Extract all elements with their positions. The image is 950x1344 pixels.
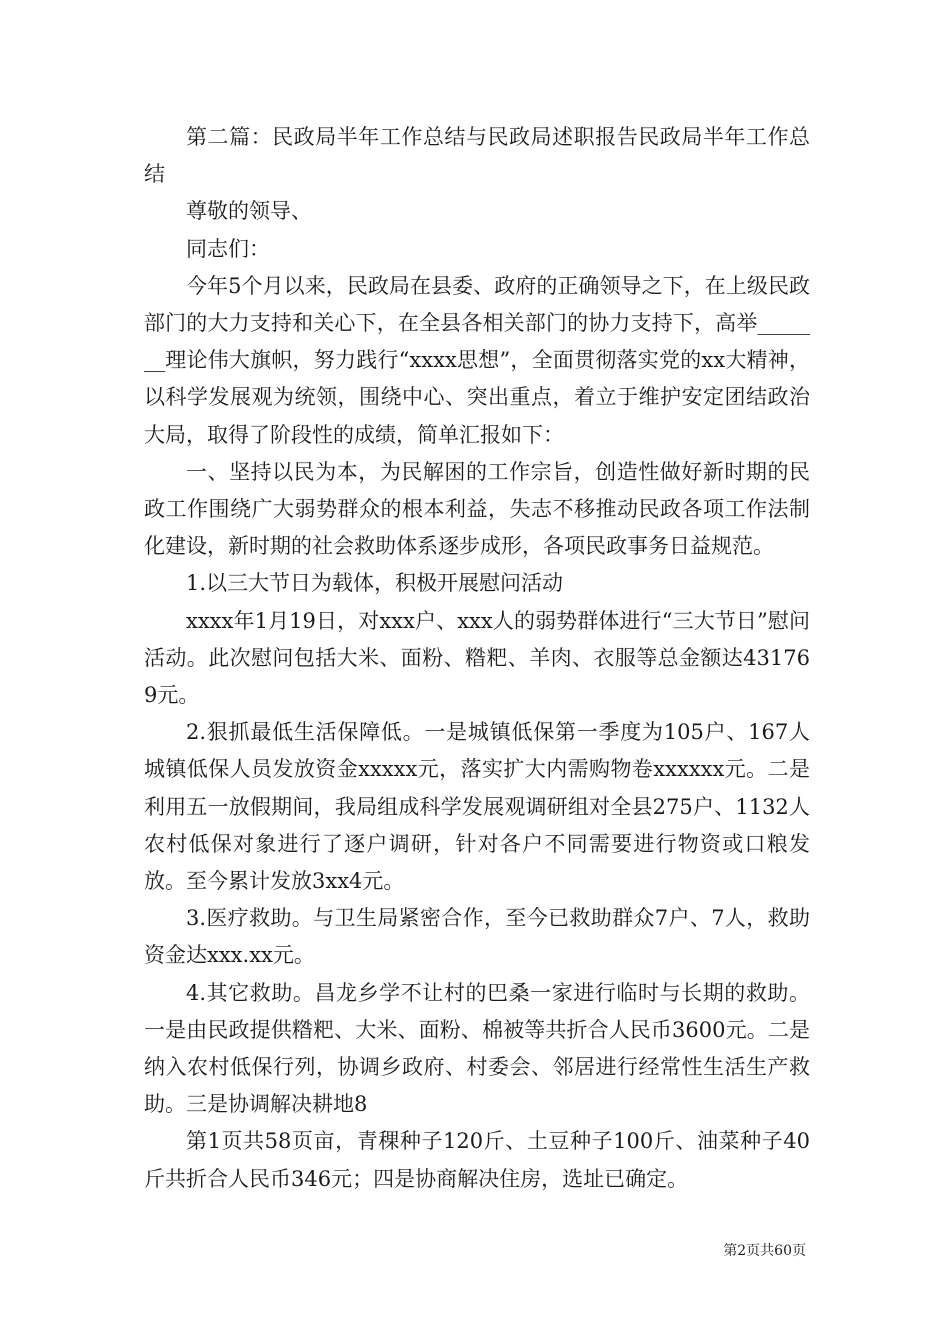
item-3-paragraph: 3.医疗救助。与卫生局紧密合作，至今已救助群众7户、7人，救助资金达xxx.xx元。 [144, 906, 810, 968]
salutation-line-2: 同志们： [186, 236, 270, 261]
item-1-heading: 1.以三大节日为载体，积极开展慰问活动 [186, 571, 564, 596]
intro-paragraph: 今年5个月以来，民政局在县委、政府的正确领导之下，在上级民政部门的大力支持和关心下，在全县各相关部门的协力支持下，高举_______理论伟大旗帜，努力践行“xxxx思想”，全面贯彻落实党的xx大精神，以科学发展观为统领，围绕中心、突出重点，着立于维护安定团结政治大局，取得了阶段性的成绩，简单汇报如下： [144, 273, 810, 447]
document-title: 第二篇：民政局半年工作总结与民政局述职报告民政局半年工作总结 [144, 125, 810, 187]
section-one-heading-paragraph: 一、坚持以民为本，为民解困的工作宗旨，创造性做好新时期的民政工作围绕广大弱势群众的根本利益，失志不移推动民政各项工作法制化建设，新时期的社会救助体系逐步成形，各项民政事务日益规范。 [144, 459, 810, 559]
document-body [144, 119, 810, 1198]
item-2-paragraph: 2.狠抓最低生活保障低。一是城镇低保第一季度为105户、167人城镇低保人员发放资金xxxxx元，落实扩大内需购物卷xxxxxx元。二是利用五一放假期间，我局组成科学发展观调研组对全县275户、1132人农村低保对象进行了逐户调研，针对各户不同需要进行物资或口粮发放。至今累计发放3xx4元。 [144, 720, 810, 894]
page-number-footer: 第2页共60页 [723, 1243, 806, 1259]
salutation-line-1: 尊敬的领导、 [186, 199, 312, 224]
continuation-paragraph: 第1页共58页亩，青稞种子120斤、土豆种子100斤、油菜种子40斤共折合人民币346元；四是协商解决住房，选址已确定。 [144, 1129, 810, 1191]
item-1-paragraph: xxxx年1月19日，对xxx户、xxx人的弱势群体进行“三大节日”慰问活动。此次慰问包括大米、面粉、糌粑、羊肉、衣服等总金额达431769元。 [144, 608, 810, 708]
item-4-paragraph: 4.其它救助。昌龙乡学不让村的巴桑一家进行临时与长期的救助。一是由民政提供糌粑、大米、面粉、棉被等共折合人民币3600元。二是纳入农村低保行列，协调乡政府、村委会、邻居进行经常性生活生产救助。三是协调解决耕地8 [144, 980, 810, 1117]
